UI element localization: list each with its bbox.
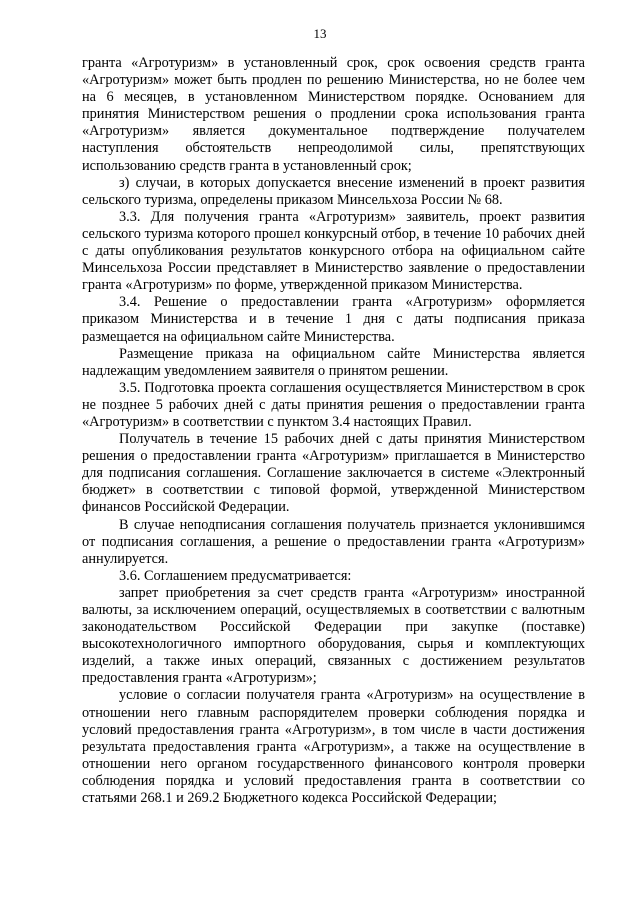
paragraph: з) случаи, в которых допускается внесение изменений в проект развития сельского туризма, определены приказом Минсельхоза России № 68. <box>82 174 585 208</box>
page-number: 13 <box>313 26 327 41</box>
paragraph: гранта «Агротуризм» в установленный срок, срок освоения средств гранта «Агротуризм» может быть продлен по решению Министерства, но не более чем на 6 месяцев, в установленном Министерством порядке. Основанием для принятия Министерством решения о продлении срока использования гранта «Агротуризм» является документальное подтверждение получателем наступления обстоятельств непреодолимой силы, препятствующих использованию средств гранта в установленный срок; <box>82 55 585 174</box>
body-text <box>82 55 585 807</box>
paragraph: 3.4. Решение о предоставлении гранта «Агротуризм» оформляется приказом Министерства и в течение 1 дня с даты подписания приказа размещается на официальном сайте Министерства. <box>82 294 585 345</box>
paragraph: 3.3. Для получения гранта «Агротуризм» заявитель, проект развития сельского туризма которого прошел конкурсный отбор, в течение 10 рабочих дней с даты опубликования результатов конкурсного отбора на официальном сайте Минсельхоза России представляет в Министерство заявление о предоставлении гранта «Агротуризм» по форме, утвержденной приказом Министерства. <box>82 208 585 294</box>
paragraph: условие о согласии получателя гранта «Агротуризм» на осуществление в отношении него главным распорядителем проверки соблюдения порядка и условий предоставления гранта «Агротуризм», в том числе в части достижения результата предоставления гранта «Агротуризм», а также на осуществление в отношении него органом государственного финансового контроля проверки соблюдения порядка и условий предоставления гранта в соответствии со статьями 268.1 и 269.2 Бюджетного кодекса Российской Федерации; <box>82 687 585 807</box>
paragraph: В случае неподписания соглашения получатель признается уклонившимся от подписания соглашения, а решение о предоставлении гранта «Агротуризм» аннулируется. <box>82 516 585 567</box>
paragraph: 3.5. Подготовка проекта соглашения осуществляется Министерством в срок не позднее 5 рабочих дней с даты принятия решения о предоставлении гранта «Агротуризм» в соответствии с пунктом 3.4 настоящих Правил. <box>82 379 585 430</box>
paragraph: Получатель в течение 15 рабочих дней с даты принятия Министерством решения о предоставлении гранта «Агротуризм» приглашается в Министерство для подписания соглашения. Соглашение заключается в системе «Электронный бюджет» в соответствии с типовой формой, утвержденной Министерством финансов Российской Федерации. <box>82 431 585 516</box>
paragraph: запрет приобретения за счет средств гранта «Агротуризм» иностранной валюты, за исключением операций, осуществляемых в соответствии с валютным законодательством Российской Федерации при закупке (поставке) высокотехнологичного импортного оборудования, сырья и комплектующих изделий, а также иных операций, связанных с достижением результатов предоставления гранта «Агротуризм»; <box>82 584 585 687</box>
paragraph: Размещение приказа на официальном сайте Министерства является надлежащим уведомлением заявителя о принятом решении. <box>82 345 585 379</box>
paragraph: 3.6. Соглашением предусматривается: <box>119 567 352 584</box>
